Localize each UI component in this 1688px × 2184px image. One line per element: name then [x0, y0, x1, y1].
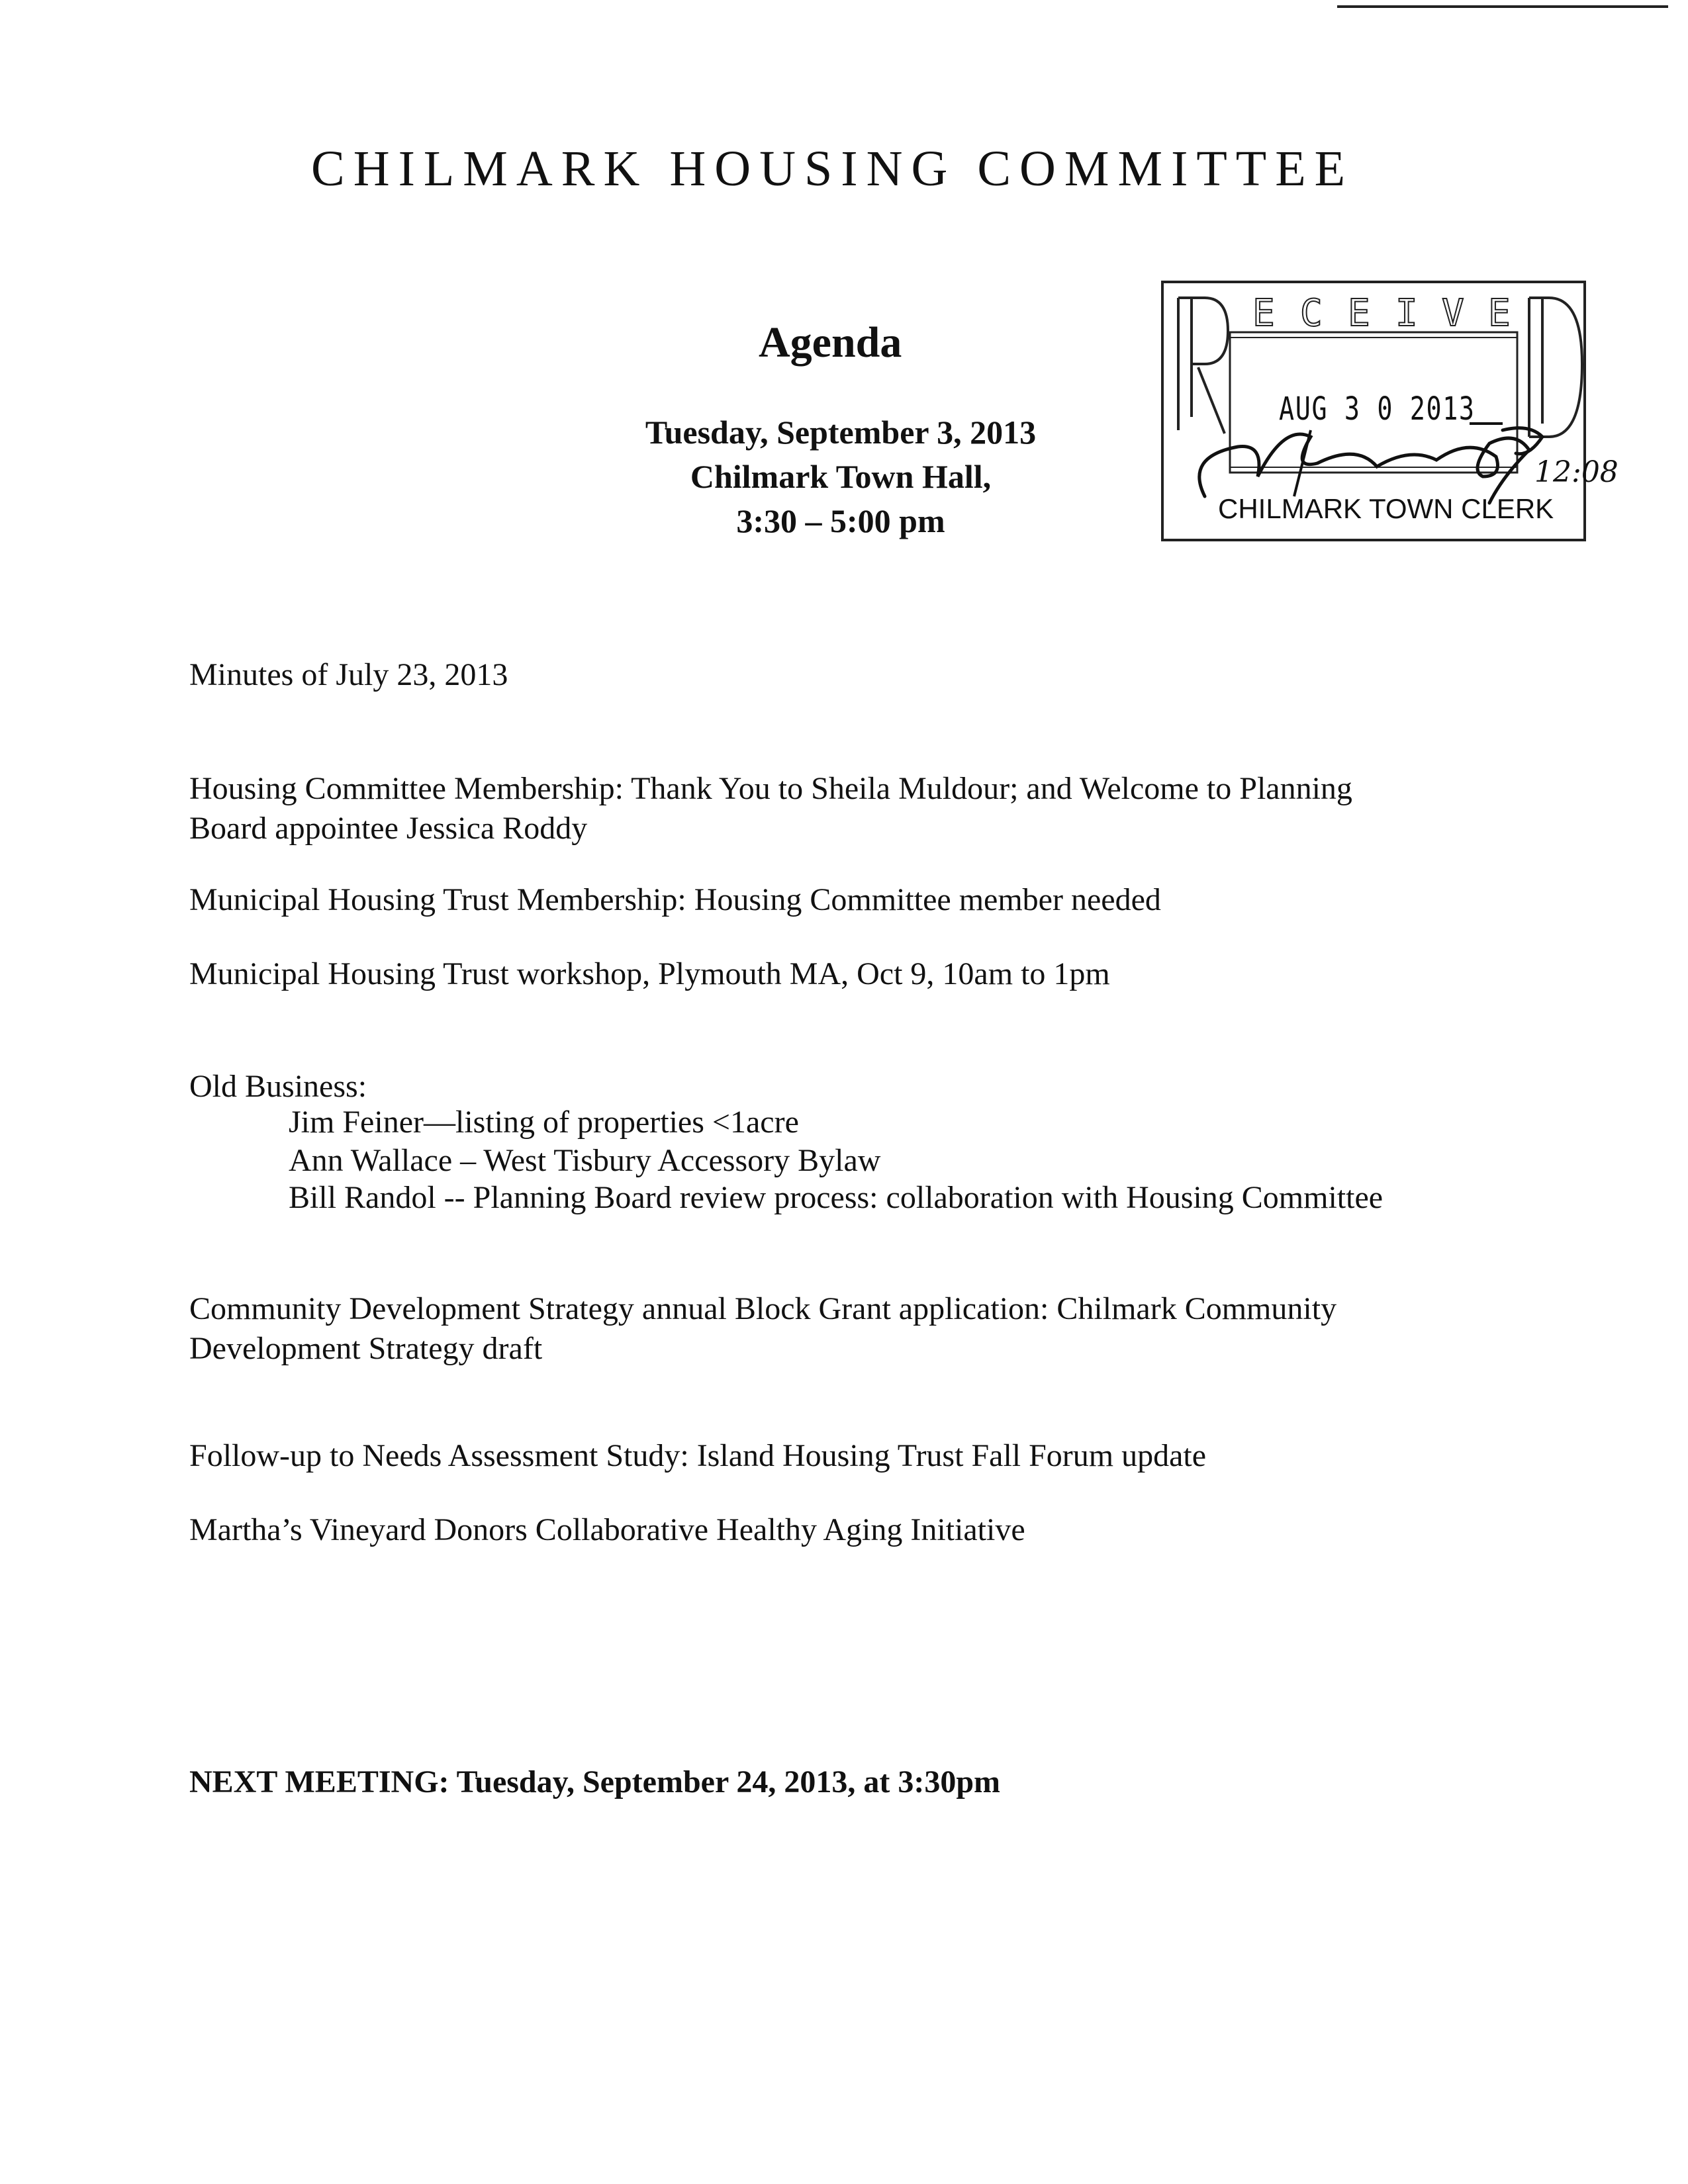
received-stamp [1158, 278, 1618, 543]
meeting-date: Tuesday, September 3, 2013 [645, 414, 1037, 451]
agenda-item-membership-line2: Board appointee Jessica Roddy [189, 811, 588, 846]
agenda-item-cds-line2: Development Strategy draft [189, 1331, 543, 1366]
agenda-item-trust-workshop: Municipal Housing Trust workshop, Plymouth MA, Oct 9, 10am to 1pm [189, 956, 1110, 991]
agenda-item-followup: Follow-up to Needs Assessment Study: Island Housing Trust Fall Forum update [189, 1438, 1207, 1473]
agenda-item-membership [189, 769, 1352, 848]
stamp-letter-i: I [1395, 292, 1418, 335]
next-meeting: NEXT MEETING: Tuesday, September 24, 2013, at 3:30pm [189, 1764, 1001, 1799]
stamp-letter-e2: E [1348, 292, 1370, 335]
agenda-item-membership-line1: Housing Committee Membership: Thank You to Sheila Muldour; and Welcome to Planning [189, 771, 1352, 806]
old-business-heading: Old Business: [189, 1069, 367, 1104]
agenda-item-community-development [189, 1289, 1336, 1369]
meeting-info [596, 410, 1086, 543]
stamp-clerk-label: CHILMARK TOWN CLERK [1218, 493, 1554, 524]
old-business-item: Jim Feiner—listing of properties <1acre [289, 1105, 799, 1140]
agenda-item-cds-line1: Community Development Strategy annual Block Grant application: Chilmark Community [189, 1291, 1337, 1326]
meeting-location: Chilmark Town Hall, [690, 458, 992, 495]
stamp-date: AUG 3 0 2013 [1279, 390, 1476, 428]
stamp-handwritten-time: 12:08 [1534, 455, 1618, 489]
meeting-time: 3:30 – 5:00 pm [736, 502, 945, 539]
committee-title: CHILMARK HOUSING COMMITTEE [311, 141, 1354, 197]
old-business-item: Ann Wallace – West Tisbury Accessory Bylaw [289, 1143, 881, 1178]
stamp-letter-c: C [1300, 292, 1323, 335]
agenda-heading: Agenda [759, 318, 902, 367]
old-business-item: Bill Randol -- Planning Board review process: collaboration with Housing Committee [289, 1180, 1383, 1215]
scan-edge-line [1337, 5, 1668, 8]
stamp-letter-v: V [1442, 292, 1464, 335]
stamp-letter-e3: E [1488, 292, 1511, 335]
agenda-item-donors: Martha’s Vineyard Donors Collaborative Healthy Aging Initiative [189, 1512, 1025, 1547]
agenda-item-trust-membership: Municipal Housing Trust Membership: Housing Committee member needed [189, 882, 1161, 917]
agenda-item-minutes: Minutes of July 23, 2013 [189, 657, 508, 692]
stamp-letter-e1: E [1252, 292, 1275, 335]
